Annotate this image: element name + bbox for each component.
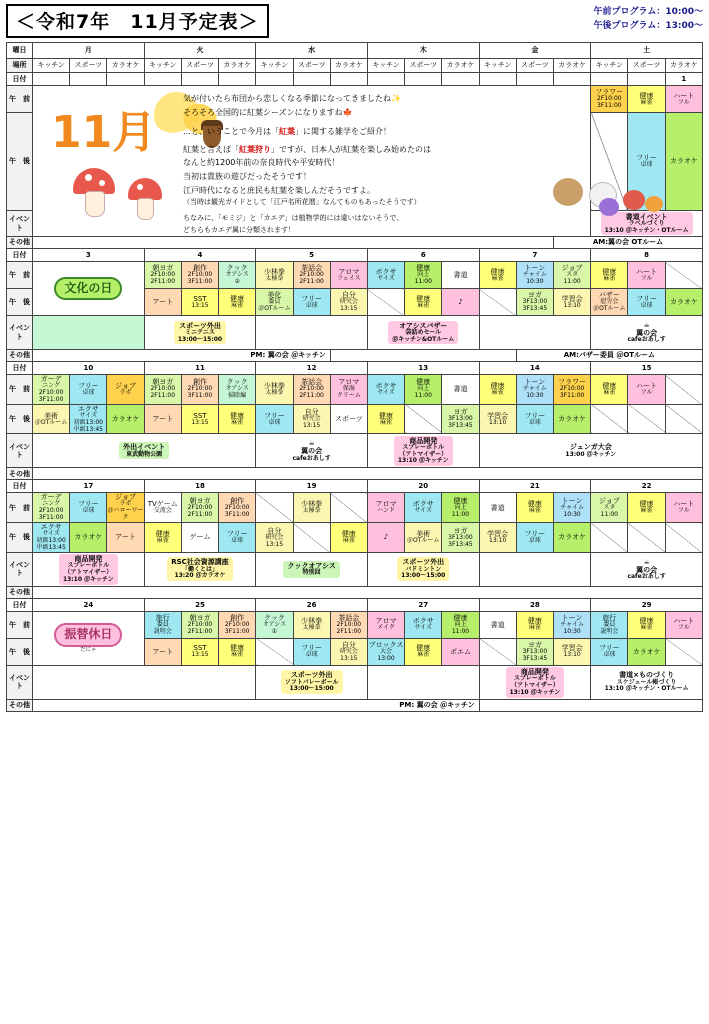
activity-cell — [330, 493, 367, 523]
date-cell — [293, 73, 330, 86]
activity-cell[interactable]: ヨガ 3F13:00 3F13:45 — [516, 289, 553, 316]
holiday-cell — [33, 611, 145, 665]
weekday-0: 月 — [33, 43, 145, 59]
activity-cell[interactable]: ハート フル — [628, 375, 665, 405]
room-2-0: キッチン — [256, 59, 293, 73]
activity-cell[interactable]: 自分 研究会 13:15 — [330, 638, 367, 665]
activity-cell[interactable]: 朝ヨガ 2F10:00 2F11:00 — [144, 262, 181, 289]
activity-cell[interactable]: 健康 麻雀 — [219, 638, 256, 665]
activity-cell[interactable]: アート — [107, 523, 144, 553]
program-times — [593, 4, 703, 33]
pm-row-label: 午 後 — [7, 289, 33, 316]
activity-cell[interactable]: ガーデ ニング 2F10:00 3F11:00 — [33, 493, 70, 523]
event-cell[interactable]: 書道×ものづくり スケジュール帳づくり 13:10 ＠キッチン・OTルーム — [591, 665, 703, 699]
activity-cell[interactable]: 創作 2F10:00 3F11:00 — [219, 493, 256, 523]
date-cell: 11 — [144, 362, 256, 375]
other-cell — [33, 586, 703, 598]
activity-cell[interactable]: エクサ サイズ 初級13:00 中級13:45 — [70, 404, 107, 434]
date-cell — [553, 73, 590, 86]
event-cell[interactable]: クックオアシス 特別回 — [256, 552, 368, 586]
am-row-label: 午 前 — [7, 611, 33, 638]
activity-cell — [591, 523, 628, 553]
activity-cell — [256, 493, 293, 523]
weekday-2: 水 — [256, 43, 368, 59]
room-4-1: スポーツ — [516, 59, 553, 73]
date-cell: 10 — [33, 362, 145, 375]
activity-cell[interactable]: 創作 2F10:00 3F11:00 — [181, 262, 218, 289]
grape-icon — [599, 198, 619, 216]
activity-cell[interactable]: クック オアシス ① — [256, 611, 293, 638]
other-row-label: その他 — [7, 468, 33, 480]
date-row-label: 日付 — [7, 480, 33, 493]
activity-cell[interactable]: カラオケ — [553, 523, 590, 553]
activity-cell[interactable]: アート — [144, 289, 181, 316]
room-2-2: カラオケ — [330, 59, 367, 73]
banner-text: 気が付いたら布団から恋しくなる季節になってきましたね✨ そろそろ全国的に紅葉シーズンになりますね🍁 …と、いうことで今月は「紅葉」に関する雑学をご紹介！ 紅葉と言えば「紅葉狩り」ですが、日本人が紅葉を楽しみ始めたのは なんと約1200年前の奈良時代や平安時代！ 当初は貴族の遊びだったそうです！ 江戸時代になると庶民も紅葉を楽しんだそうですよ。 （当時は観光ガイドとして「江戸名所花暦」なんてものもあったそうです） ちなみに、「モミジ」と「カエデ」は植物学的には違いはないそうで、 どちらもカエデ属に分類されます！ — [183, 94, 432, 234]
activity-cell[interactable]: 美術 ＠OTルーム — [33, 404, 70, 434]
activity-cell[interactable]: 書道 — [479, 611, 516, 638]
date-cell — [144, 73, 181, 86]
activity-cell[interactable]: 美化 委員 ＠OTルーム — [256, 289, 293, 316]
activity-cell[interactable]: SST 13:15 — [181, 404, 218, 434]
page-header — [0, 0, 709, 40]
pm-row-label: 午 後 — [7, 404, 33, 434]
date-cell: 20 — [367, 480, 479, 493]
activity-cell[interactable]: ハート フル — [665, 493, 702, 523]
activity-cell — [256, 638, 293, 665]
activity-cell[interactable]: 健康 向上 11:00 — [405, 262, 442, 289]
event-cell[interactable]: RSC社会資源講座 「働くとは」 13:20 ＠カラオケ — [144, 552, 256, 586]
holiday-label: 文化の日 — [54, 277, 122, 301]
activity-cell[interactable]: アロマ 保湿 クリーム — [330, 375, 367, 405]
activity-cell[interactable]: 健康 麻雀 — [479, 262, 516, 289]
activity-cell[interactable]: ジョブ ラボ ＠ハローワーク — [107, 493, 144, 522]
activity-cell[interactable]: バザー 慰労会 ＠OTルーム — [591, 289, 628, 316]
activity-cell[interactable]: 学習会 13:10 — [479, 523, 516, 553]
date-cell: 8 — [591, 249, 703, 262]
date-cell — [405, 73, 442, 86]
date-row-label: 日付 — [7, 249, 33, 262]
empty-event-cell — [479, 316, 591, 350]
activity-cell — [591, 404, 628, 434]
date-cell: 3 — [33, 249, 145, 262]
date-cell: 6 — [367, 249, 479, 262]
date-row-label: 日付 — [7, 598, 33, 611]
activity-cell[interactable]: 健康 麻雀 — [219, 404, 256, 434]
activity-cell[interactable]: フリー 卓球 — [70, 493, 107, 523]
activity-cell[interactable]: ガーデ ニング 2F10:00 3F11:00 — [33, 375, 70, 405]
room-0-0: キッチン — [33, 59, 70, 73]
activity-cell[interactable]: エクサ サイズ 初級13:00 中級13:45 — [33, 523, 70, 553]
activity-cell — [665, 262, 702, 289]
event-cell[interactable]: 商品開発 スプレーボトル （アトマイザー） 13:10 ＠キッチン — [367, 434, 479, 468]
event-cell[interactable]: ☕ 翼の会 cafeおあしす — [591, 316, 703, 350]
event-cell[interactable]: ☕ 翼の会 cafeおあしす — [256, 434, 368, 468]
event-cell[interactable]: 書道イベント ラベルづくり 13:10 ＠キッチン・OTルーム — [591, 211, 703, 237]
activity-cell[interactable]: カラオケ — [553, 404, 590, 434]
activity-cell[interactable]: 健康 麻雀 — [405, 638, 442, 665]
date-cell: 17 — [33, 480, 145, 493]
date-cell: 5 — [256, 249, 368, 262]
activity-cell[interactable]: SST 13:15 — [181, 289, 218, 316]
monthly-banner — [33, 86, 590, 236]
activity-cell[interactable]: 少林拳 太極拳 — [293, 611, 330, 638]
date-cell: 7 — [479, 249, 591, 262]
date-cell: 24 — [33, 598, 145, 611]
activity-cell[interactable]: フリー 卓球 — [293, 289, 330, 316]
activity-cell[interactable]: クック オアシス 掃除編 — [219, 375, 256, 405]
weekday-5: 土 — [591, 43, 703, 59]
activity-cell[interactable]: トーン チャイム 10:30 — [553, 493, 590, 523]
activity-cell[interactable]: ボクサ サイズ — [405, 493, 442, 523]
am-program-label: 午前プログラム：10:00～ — [593, 7, 703, 17]
room-3-0: キッチン — [367, 59, 404, 73]
date-row-label: 日付 — [7, 73, 33, 86]
date-cell: 13 — [367, 362, 479, 375]
activity-cell[interactable]: ハート フル — [665, 611, 702, 638]
weekday-row-label: 曜日 — [7, 43, 33, 59]
activity-cell[interactable]: ゲーム — [181, 523, 218, 553]
room-0-2: カラオケ — [107, 59, 144, 73]
activity-cell[interactable]: 学習会 13:10 — [553, 638, 590, 665]
activity-cell[interactable]: カラオケ — [665, 113, 702, 211]
activity-cell[interactable]: 健康 麻雀 — [628, 611, 665, 638]
weekday-3: 木 — [367, 43, 479, 59]
room-4-0: キッチン — [479, 59, 516, 73]
date-cell: 26 — [256, 598, 368, 611]
room-1-2: カラオケ — [219, 59, 256, 73]
activity-cell[interactable]: フリー 卓球 — [219, 523, 256, 553]
activity-cell[interactable]: カラオケ — [107, 404, 144, 434]
activity-cell[interactable]: フラワー 2F10:00 3F11:00 — [553, 375, 590, 405]
activity-cell — [665, 638, 702, 665]
activity-cell — [479, 289, 516, 316]
other-row-label: その他 — [7, 699, 33, 711]
date-cell: 15 — [591, 362, 703, 375]
date-cell: 27 — [367, 598, 479, 611]
activity-cell[interactable]: 健康 麻雀 — [367, 404, 404, 434]
date-cell — [367, 73, 404, 86]
event-cell[interactable]: 商品開発 スプレーボトル （アトマイザー） 13:10 ＠キッチン — [33, 552, 145, 586]
activity-cell[interactable]: 旅行 委員 説明会 — [591, 611, 628, 638]
other-cell — [33, 468, 703, 480]
activity-cell[interactable]: 書道 — [479, 493, 516, 523]
other-cell — [330, 350, 516, 362]
room-4-2: カラオケ — [553, 59, 590, 73]
mushroom-stem-icon-2 — [137, 198, 154, 220]
activity-cell[interactable]: ヨガ 3F13:00 3F13:45 — [442, 523, 479, 553]
activity-cell[interactable]: ♪ — [367, 523, 404, 553]
activity-cell[interactable]: 書道 — [442, 375, 479, 405]
activity-cell[interactable]: 朝ヨガ 2F10:00 2F11:00 — [181, 611, 218, 638]
activity-cell[interactable]: 少林拳 太極拳 — [256, 375, 293, 405]
date-cell — [628, 73, 665, 86]
activity-cell[interactable]: 健康 麻雀 — [144, 523, 181, 553]
event-row-label: イベント — [7, 434, 33, 468]
activity-cell[interactable]: アロマ ハンド — [367, 493, 404, 523]
activity-cell[interactable]: 少林拳 太極拳 — [293, 493, 330, 523]
event-cell[interactable]: スポーツ外出 ミニテニス 13:00～15:00 — [144, 316, 256, 350]
activity-cell[interactable]: ヨガ 3F13:00 3F13:45 — [442, 404, 479, 434]
holiday-icon-cell — [33, 316, 145, 350]
event-row-label: イベント — [7, 665, 33, 699]
room-5-1: スポーツ — [628, 59, 665, 73]
activity-cell[interactable]: アート — [144, 404, 181, 434]
activity-cell — [628, 523, 665, 553]
activity-cell[interactable]: フリー 卓球 — [293, 638, 330, 665]
activity-cell — [367, 289, 404, 316]
activity-cell[interactable]: 旅行 委員 説明会 — [144, 611, 181, 638]
empty-event-cell — [367, 665, 479, 699]
date-cell: 21 — [479, 480, 591, 493]
date-cell: 29 — [591, 598, 703, 611]
activity-cell[interactable]: トーン チャイム 10:30 — [516, 375, 553, 405]
activity-cell[interactable]: 健康 向上 11:00 — [405, 375, 442, 405]
am-row-label: 午 前 — [7, 262, 33, 289]
am-row-label: 午 前 — [7, 86, 33, 113]
activity-cell[interactable]: ハート フル — [628, 262, 665, 289]
activity-cell[interactable]: ジョブ スタ 11:00 — [553, 262, 590, 289]
activity-cell[interactable]: ポエム — [442, 638, 479, 665]
activity-cell — [665, 404, 702, 434]
date-cell: 25 — [144, 598, 256, 611]
empty-event-cell — [479, 552, 591, 586]
weekday-1: 火 — [144, 43, 256, 59]
activity-cell[interactable]: 健康 麻雀 — [330, 523, 367, 553]
activity-cell[interactable]: 茶話会 2F10:00 2F11:00 — [330, 611, 367, 638]
activity-cell[interactable]: 朝ヨガ 2F10:00 2F11:00 — [144, 375, 181, 405]
holiday-label: 振替休日 — [54, 623, 122, 647]
activity-cell[interactable]: ジョブ スタ 11:00 — [591, 493, 628, 523]
activity-cell[interactable]: 茶話会 2F10:00 2F11:00 — [293, 262, 330, 289]
mushroom-icon-2 — [128, 178, 162, 200]
event-cell[interactable]: スポーツ外出 ソフトバレーボール 13:00～15:00 — [256, 665, 368, 699]
activity-cell[interactable]: 学習会 13:10 — [479, 404, 516, 434]
am-row-label: 午 前 — [7, 493, 33, 523]
room-1-1: スポーツ — [181, 59, 218, 73]
activity-cell[interactable]: アロマ フェイス — [330, 262, 367, 289]
date-cell: 18 — [144, 480, 256, 493]
month-number: 11月 — [51, 107, 157, 158]
date-cell: 28 — [479, 598, 591, 611]
date-cell — [219, 73, 256, 86]
activity-cell[interactable]: ヨガ 3F13:00 3F13:45 — [516, 638, 553, 665]
activity-cell[interactable]: フリー 卓球 — [591, 638, 628, 665]
other-cell — [479, 699, 702, 711]
activity-cell[interactable]: ハート フル — [665, 86, 702, 113]
activity-cell — [665, 375, 702, 405]
activity-cell — [479, 638, 516, 665]
room-5-0: キッチン — [591, 59, 628, 73]
room-0-1: スポーツ — [70, 59, 107, 73]
date-cell — [107, 73, 144, 86]
activity-cell[interactable]: 朝ヨガ 2F10:00 2F11:00 — [181, 493, 218, 523]
date-cell: 1 — [665, 73, 702, 86]
activity-cell[interactable]: ジョブ ラボ — [107, 375, 144, 405]
activity-cell[interactable]: アート — [144, 638, 181, 665]
activity-cell[interactable]: 健康 麻雀 — [405, 289, 442, 316]
activity-cell[interactable]: フリー 卓球 — [628, 113, 665, 211]
activity-cell[interactable]: 健康 麻雀 — [628, 86, 665, 113]
activity-cell[interactable]: ボクサ サイズ — [367, 262, 404, 289]
page-title: ＜令和7年 11月予定表＞ — [6, 4, 269, 38]
date-cell — [479, 73, 516, 86]
date-cell — [33, 73, 70, 86]
activity-cell[interactable]: フリー 卓球 — [70, 375, 107, 405]
room-3-1: スポーツ — [405, 59, 442, 73]
activity-cell[interactable]: カラオケ — [628, 638, 665, 665]
date-cell: 22 — [591, 480, 703, 493]
activity-cell — [293, 523, 330, 553]
am-row-label: 午 前 — [7, 375, 33, 405]
other-note: PM: 翼の会 ＠キッチン — [33, 699, 480, 711]
activity-cell[interactable]: 書道 — [442, 262, 479, 289]
holiday-cell — [33, 262, 145, 316]
activity-cell[interactable]: 健康 向上 11:00 — [442, 611, 479, 638]
pm-program-label: 午後プログラム：13:00～ — [593, 20, 703, 31]
activity-cell — [628, 404, 665, 434]
activity-cell[interactable]: フリー 卓球 — [516, 404, 553, 434]
date-cell — [442, 73, 479, 86]
activity-cell[interactable]: 創作 2F10:00 3F11:00 — [219, 611, 256, 638]
event-cell[interactable]: 商品開発 スプレーボトル （アトマイザー） 13:10 ＠キッチン — [479, 665, 591, 699]
date-cell — [181, 73, 218, 86]
activity-cell — [405, 404, 442, 434]
activity-cell[interactable]: 自分 研究会 13:15 — [293, 404, 330, 434]
activity-cell[interactable]: 美術 ＠OTルーム — [405, 523, 442, 553]
banner-cell — [33, 86, 591, 237]
date-cell — [70, 73, 107, 86]
date-cell: 19 — [256, 480, 368, 493]
calendar-table — [6, 42, 703, 712]
date-cell: 4 — [144, 249, 256, 262]
activity-cell[interactable]: カラオケ — [665, 289, 702, 316]
empty-event-cell — [256, 316, 368, 350]
activity-cell[interactable]: フリー 卓球 — [628, 289, 665, 316]
activity-cell[interactable]: ボクサ サイズ — [367, 375, 404, 405]
event-row-label: イベント — [7, 316, 33, 350]
holiday-icon-cell — [33, 665, 256, 699]
event-row-label: イベント — [7, 552, 33, 586]
activity-cell[interactable]: 茶話会 2F10:00 2F11:00 — [293, 375, 330, 405]
activity-cell[interactable]: 健康 麻雀 — [591, 262, 628, 289]
room-3-2: カラオケ — [442, 59, 479, 73]
activity-cell[interactable]: 自分 研究会 13:15 — [330, 289, 367, 316]
activity-cell[interactable]: フリー 卓球 — [516, 523, 553, 553]
date-cell: 12 — [256, 362, 368, 375]
apple-icon — [623, 190, 645, 210]
room-1-0: キッチン — [144, 59, 181, 73]
room-row-label: 場所 — [7, 59, 33, 73]
event-row-label: イベント — [7, 211, 33, 237]
date-cell — [591, 73, 628, 86]
activity-cell[interactable]: 健康 麻雀 — [591, 375, 628, 405]
activity-cell[interactable]: トーン チャイム 10:30 — [553, 611, 590, 638]
activity-cell[interactable]: TVゲーム 交流会 — [144, 493, 181, 523]
date-row-label: 日付 — [7, 362, 33, 375]
other-note-2: AM:バザー委員 ＠OTルーム — [516, 350, 702, 362]
activity-cell[interactable]: ♪ — [442, 289, 479, 316]
other-note: PM: 翼の会 ＠キッチン — [33, 350, 331, 362]
event-cell[interactable]: 外出イベント 東武動物公園 — [33, 434, 256, 468]
other-row-label: その他 — [7, 586, 33, 598]
activity-cell[interactable]: 自分 研究会 13:15 — [256, 523, 293, 553]
weekday-4: 金 — [479, 43, 591, 59]
activity-cell[interactable]: ブロックス 大会 13:00 — [367, 638, 404, 665]
activity-cell — [665, 523, 702, 553]
event-cell[interactable]: ジェンガ大会 13:00 ＠キッチン — [479, 434, 702, 468]
other-cell — [33, 237, 554, 249]
activity-cell[interactable]: 健康 麻雀 — [219, 289, 256, 316]
activity-cell[interactable]: 健康 麻雀 — [628, 493, 665, 523]
room-5-2: カラオケ — [665, 59, 702, 73]
date-cell: 14 — [479, 362, 591, 375]
activity-cell[interactable]: カラオケ — [70, 523, 107, 553]
activity-cell[interactable]: 学習会 13:10 — [553, 289, 590, 316]
activity-cell[interactable]: ボクサ サイズ — [405, 611, 442, 638]
activity-cell[interactable]: フラワー 2F10:00 3F11:00 — [591, 86, 628, 113]
event-cell[interactable]: オアシスバザー 袋詰めセール ＠キッチン&OTルーム — [367, 316, 479, 350]
holiday-note: だにゃ — [80, 647, 97, 654]
activity-cell[interactable]: 創作 2F10:00 3F11:00 — [181, 375, 218, 405]
other-row-label: その他 — [7, 237, 33, 249]
persimmon-icon — [645, 196, 663, 212]
activity-cell[interactable]: 健康 麻雀 — [479, 375, 516, 405]
date-cell — [256, 73, 293, 86]
activity-cell[interactable]: アロマ メイク — [367, 611, 404, 638]
activity-cell[interactable]: クック オアシス ② — [219, 262, 256, 289]
activity-cell[interactable]: フリー 卓球 — [256, 404, 293, 434]
activity-cell[interactable]: 健康 麻雀 — [516, 493, 553, 523]
date-cell — [330, 73, 367, 86]
activity-cell[interactable]: 健康 麻雀 — [516, 611, 553, 638]
activity-cell[interactable]: スポーツ — [330, 404, 367, 434]
mushroom-stem-icon — [85, 191, 105, 217]
activity-cell[interactable]: トーン チャイム 10:30 — [516, 262, 553, 289]
event-cell[interactable]: スポーツ外出 バドミントン 13:00～15:00 — [367, 552, 479, 586]
pm-row-label: 午 後 — [7, 113, 33, 211]
pm-row-label: 午 後 — [7, 638, 33, 665]
other-row-label: その他 — [7, 350, 33, 362]
date-cell — [516, 73, 553, 86]
room-2-1: スポーツ — [293, 59, 330, 73]
activity-cell[interactable]: 健康 向上 11:00 — [442, 493, 479, 523]
other-note: AM:翼の会 OTルーム — [553, 237, 702, 249]
activity-cell[interactable]: 少林拳 太極拳 — [256, 262, 293, 289]
pm-row-label: 午 後 — [7, 523, 33, 553]
event-cell[interactable]: ☕ 翼の会 cafeおあしす — [591, 552, 703, 586]
activity-cell[interactable]: SST 13:15 — [181, 638, 218, 665]
